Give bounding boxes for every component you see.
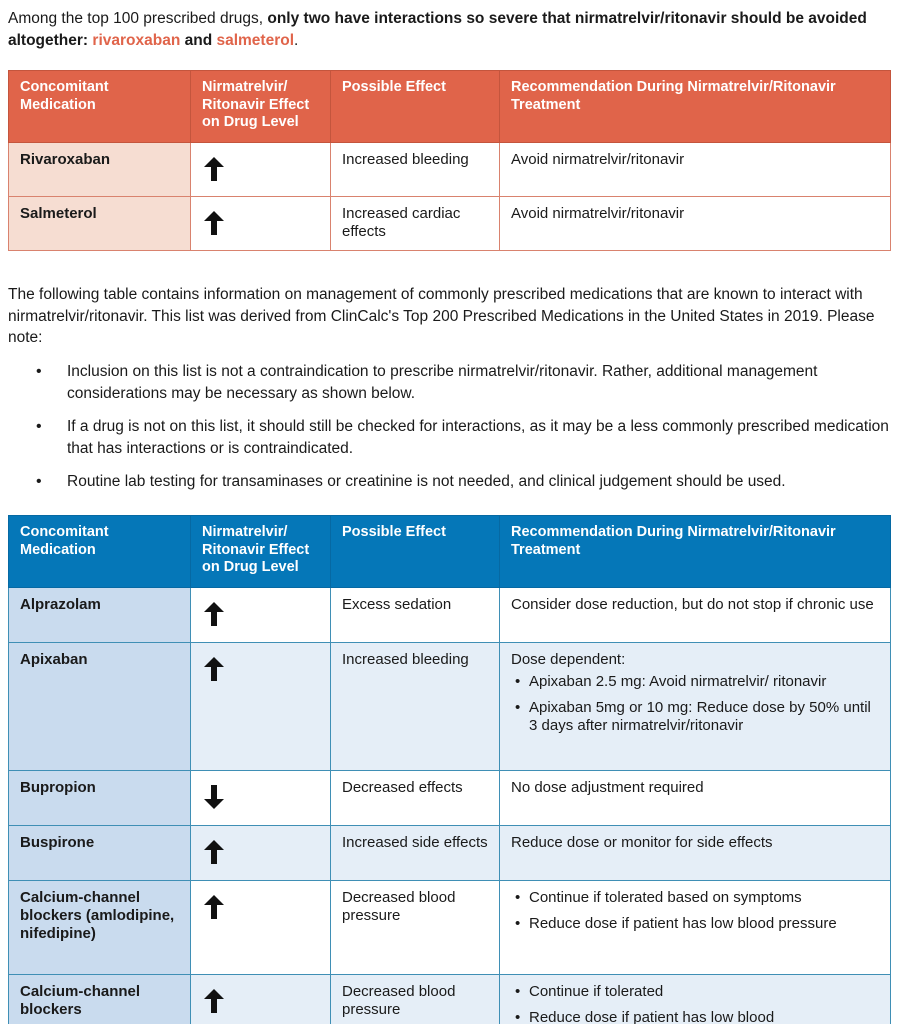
header-possible-effect: Possible Effect <box>331 516 500 588</box>
recommendation-item: • Reduce dose if patient has low blood <box>511 1009 879 1024</box>
table-row <box>9 588 891 643</box>
direction-cell <box>191 643 331 771</box>
recommendation-item: • Continue if tolerated based on symptoms <box>511 889 879 907</box>
note-item: • Routine lab testing for transaminases or creatinine is not needed, and clinical judgement should be used. <box>36 471 896 493</box>
table-row <box>9 197 891 251</box>
medication-cell: Salmeterol <box>9 197 191 251</box>
intro-prefix: Among the top 100 prescribed drugs, <box>8 10 268 27</box>
table-row <box>9 975 891 1024</box>
effect-cell: Increased bleeding <box>331 643 500 771</box>
down-arrow-icon <box>204 785 224 814</box>
medication-cell: Apixaban <box>9 643 191 771</box>
recommendation-cell: Consider dose reduction, but do not stop if chronic use <box>500 588 891 643</box>
rivaroxaban-highlight: rivaroxaban <box>92 32 181 49</box>
recommendation-cell: No dose adjustment required <box>500 771 891 826</box>
notes-list <box>36 361 896 505</box>
recommendation-item: • Apixaban 5mg or 10 mg: Reduce dose by 50% until 3 days after nirmatrelvir/ritonavir <box>511 699 879 735</box>
table-row <box>9 771 891 826</box>
table-row <box>9 643 891 771</box>
header-recommendation: Recommendation During Nirmatrelvir/Ritonavir Treatment <box>500 516 891 588</box>
up-arrow-icon <box>204 840 224 869</box>
management-table <box>8 515 891 1024</box>
effect-cell: Decreased blood pressure <box>331 881 500 975</box>
intro-text: Among the top 100 prescribed drugs, only two have interactions so severe that nirmatrelvir/ritonavir should be avoided altogether: rivaroxaban and salmeterol. <box>8 10 867 49</box>
recommendation-list <box>511 673 879 735</box>
recommendation-list <box>511 889 879 933</box>
effect-cell: Increased cardiac effects <box>331 197 500 251</box>
direction-cell <box>191 588 331 643</box>
medication-cell: Bupropion <box>9 771 191 826</box>
recommendation-item: • Apixaban 2.5 mg: Avoid nirmatrelvir/ ritonavir <box>511 673 879 691</box>
note-item: • If a drug is not on this list, it should still be checked for interactions, as it may be a less commonly prescribed medication that has interactions or is contraindicated. <box>36 416 896 459</box>
header-medication: Concomitant Medication <box>9 71 191 143</box>
avoid-table-header <box>9 71 891 143</box>
header-effect-on-level: Nirmatrelvir/ Ritonavir Effect on Drug Level <box>191 71 331 143</box>
header-recommendation: Recommendation During Nirmatrelvir/Ritonavir Treatment <box>500 71 891 143</box>
up-arrow-icon <box>204 989 224 1018</box>
medication-cell: Calcium-channel blockers <box>9 975 191 1024</box>
note-item: • Inclusion on this list is not a contraindication to prescribe nirmatrelvir/ritonavir. Rather, additional management considerations may be necessary as shown below. <box>36 361 896 404</box>
intro-bold: only two have interactions so severe that nirmatrelvir/ritonavir should be avoided altogether: rivaroxaban and salmeterol <box>8 10 867 49</box>
header-effect-on-level: Nirmatrelvir/ Ritonavir Effect on Drug Level <box>191 516 331 588</box>
direction-cell <box>191 826 331 881</box>
up-arrow-icon <box>204 602 224 631</box>
medication-cell: Buspirone <box>9 826 191 881</box>
medication-cell: Calcium-channel blockers (amlodipine, nifedipine) <box>9 881 191 975</box>
up-arrow-icon <box>204 895 224 924</box>
effect-cell: Excess sedation <box>331 588 500 643</box>
recommendation-cell: Avoid nirmatrelvir/ritonavir <box>500 143 891 197</box>
medication-cell: Alprazolam <box>9 588 191 643</box>
up-arrow-icon <box>204 211 224 240</box>
medication-cell: Rivaroxaban <box>9 143 191 197</box>
up-arrow-icon <box>204 657 224 686</box>
recommendation-cell: Reduce dose or monitor for side effects <box>500 826 891 881</box>
header-possible-effect: Possible Effect <box>331 71 500 143</box>
header-medication: Concomitant Medication <box>9 516 191 588</box>
table-row <box>9 826 891 881</box>
effect-cell: Decreased blood pressure <box>331 975 500 1024</box>
up-arrow-icon <box>204 157 224 186</box>
direction-cell <box>191 197 331 251</box>
effect-cell: Decreased effects <box>331 771 500 826</box>
recommendation-intro: Dose dependent: <box>511 651 626 668</box>
recommendation-cell <box>500 643 891 771</box>
direction-cell <box>191 881 331 975</box>
management-table-header <box>9 516 891 588</box>
recommendation-cell: Avoid nirmatrelvir/ritonavir <box>500 197 891 251</box>
effect-cell: Increased side effects <box>331 826 500 881</box>
table-row <box>9 881 891 975</box>
recommendation-cell <box>500 881 891 975</box>
recommendation-item: • Continue if tolerated <box>511 983 879 1001</box>
direction-cell <box>191 143 331 197</box>
recommendation-list <box>511 983 879 1024</box>
recommendation-item: • Reduce dose if patient has low blood pressure <box>511 915 879 933</box>
table-row <box>9 143 891 197</box>
direction-cell <box>191 771 331 826</box>
intro-paragraph: The following table contains information on management of commonly prescribed medications that are known to interact with nirmatrelvir/ritonavir. This list was derived from ClinCalc's Top 200 Prescribed Medications in the United States in 2019. Please note: <box>8 286 875 346</box>
effect-cell: Increased bleeding <box>331 143 500 197</box>
avoid-table <box>8 70 891 251</box>
direction-cell <box>191 975 331 1024</box>
salmeterol-highlight: salmeterol <box>216 32 295 49</box>
recommendation-cell <box>500 975 891 1024</box>
